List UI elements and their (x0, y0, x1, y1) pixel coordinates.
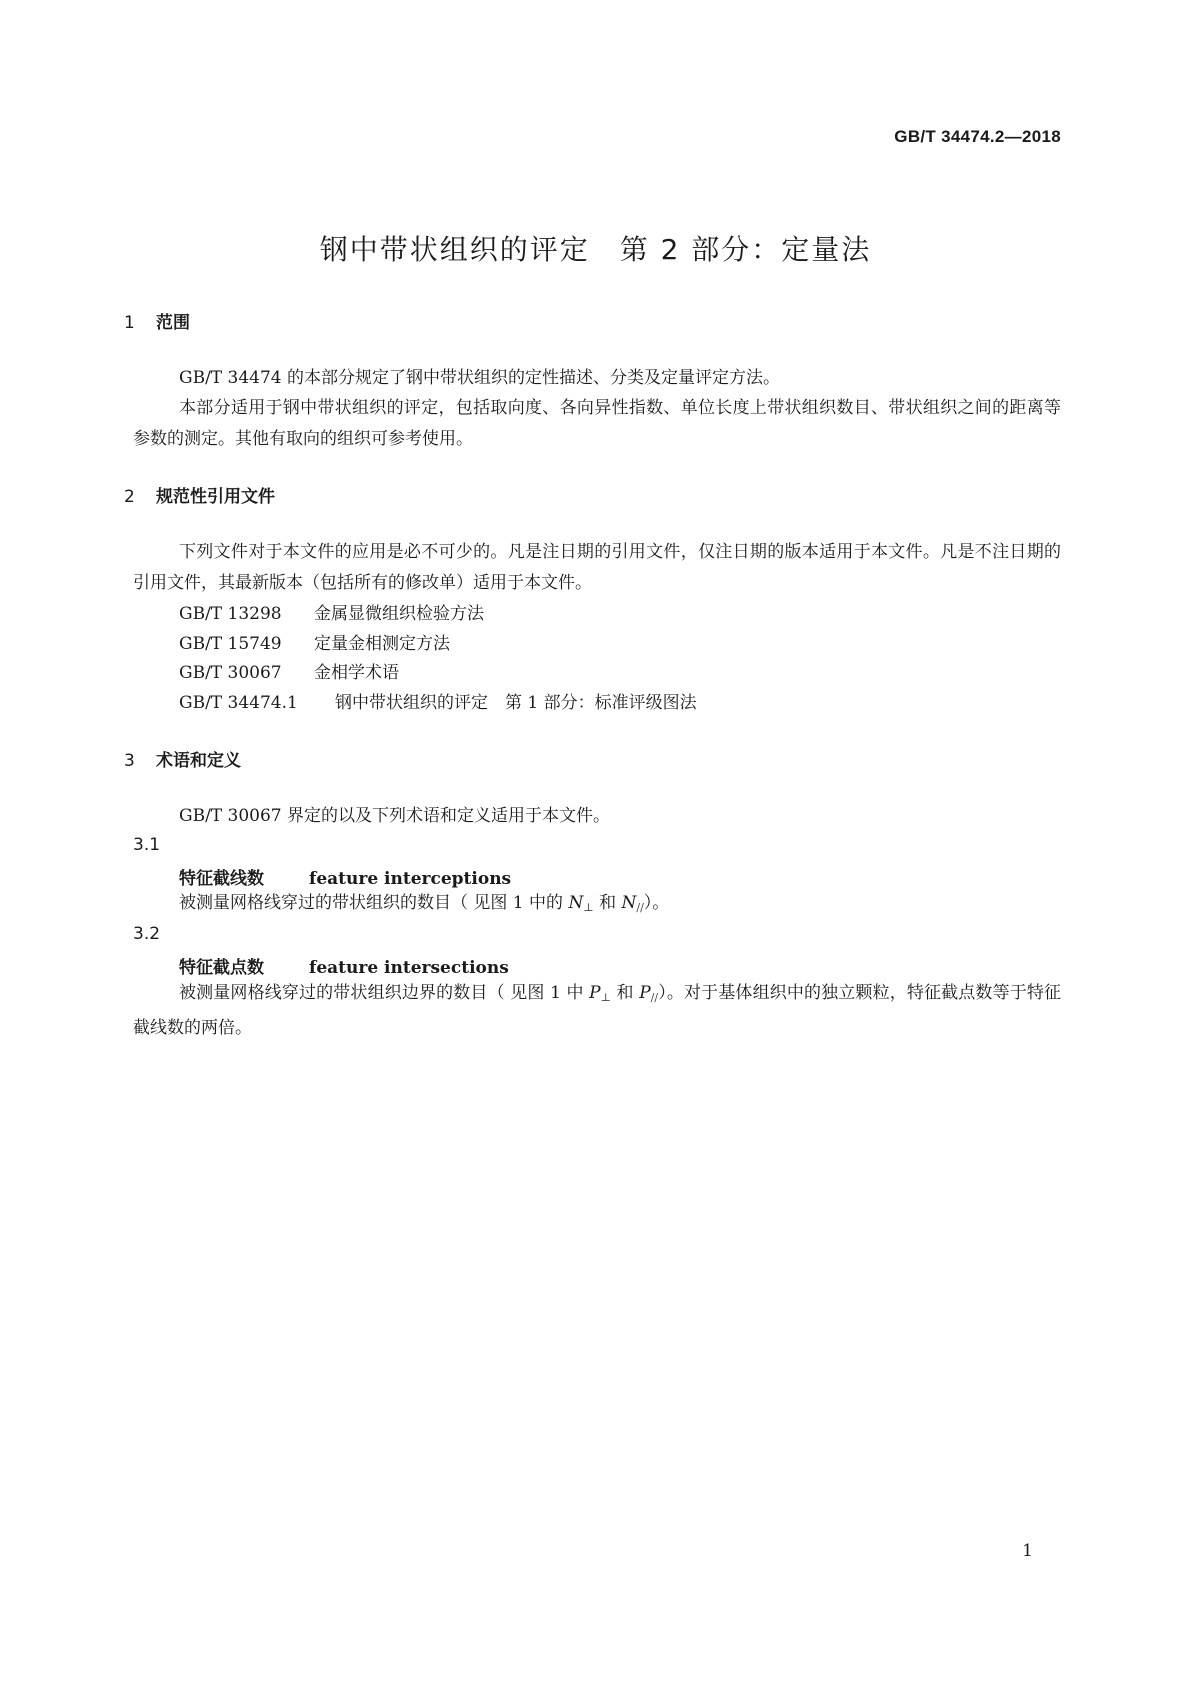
terms-intro: GB/T 30067 界定的以及下列术语和定义适用于本文件。 (179, 806, 611, 826)
term-name (179, 953, 509, 978)
reference-item (179, 688, 697, 713)
definition-text: 被测量网格线穿过的带状组织的数目（ 见图 1 中的 (179, 893, 569, 913)
definition-text: 和 (593, 893, 622, 913)
reference-item (179, 658, 399, 683)
term-name-en: feature interceptions (309, 869, 512, 889)
document-title: 钢中带状组织的评定 第 2 部分：定量法 (319, 233, 872, 266)
section-number: 3 (124, 751, 135, 771)
definition-text: ）。 (643, 893, 670, 913)
section-title: 范围 (156, 313, 190, 333)
term-name-zh: 特征截线数 (179, 869, 264, 889)
section-heading-normative (124, 482, 275, 507)
symbol: P (639, 983, 651, 1003)
symbol: N (568, 893, 584, 913)
reference-item (179, 599, 484, 624)
reference-code: GB/T 15749 (179, 634, 282, 654)
scope-paragraph-1: GB/T 34474 的本部分规定了钢中带状组织的定性描述、分类及定量评定方法。 (179, 368, 781, 388)
reference-item (179, 629, 450, 654)
reference-code: GB/T 13298 (179, 604, 282, 624)
term-name-en: feature intersections (309, 958, 509, 978)
reference-title: 钢中带状组织的评定 第 1 部分：标准评级图法 (335, 693, 697, 713)
symbol-subscript: // (650, 991, 659, 1004)
symbol-subscript: // (636, 901, 644, 914)
section-title: 术语和定义 (156, 751, 241, 771)
section-number: 1 (124, 313, 135, 333)
term-definition (133, 888, 1061, 923)
scope-paragraph-2: 本部分适用于钢中带状组织的评定，包括取向度、各向异性指数、单位长度上带状组织数目、带状组织之间的距离等参数的测定。其他有取向的组织可参考使用。 (133, 398, 1061, 449)
term-number: 3.2 (133, 924, 161, 944)
page-number: 1 (1022, 1541, 1033, 1561)
reference-code: GB/T 34474.1 (179, 693, 298, 713)
term-name (179, 864, 511, 889)
symbol-subscript: ⊥ (583, 901, 594, 914)
symbol: N (621, 893, 637, 913)
term-name-zh: 特征截点数 (179, 958, 264, 978)
standard-number: GB/T 34474.2—2018 (894, 127, 1061, 146)
symbol: P (589, 983, 601, 1003)
reference-code: GB/T 30067 (179, 663, 282, 683)
reference-title: 定量金相测定方法 (314, 634, 450, 654)
term-definition (133, 978, 1061, 1044)
section-number: 2 (124, 487, 135, 507)
symbol-subscript: ⊥ (600, 991, 611, 1004)
normative-paragraph: 下列文件对于本文件的应用是必不可少的。凡是注日期的引用文件，仅注日期的版本适用于本文件。凡是不注日期的引用文件，其最新版本（包括所有的修改单）适用于本文件。 (133, 542, 1061, 593)
reference-title: 金相学术语 (314, 663, 399, 683)
section-title: 规范性引用文件 (156, 487, 275, 507)
section-heading-scope (124, 308, 190, 333)
definition-text: ）。对于基体组织中的独立颗粒，特征截点数等于特征截线数的两倍。 (133, 983, 1062, 1038)
definition-text: 和 (610, 983, 640, 1003)
definition-text: 被测量网格线穿过的带状组织边界的数目（ 见图 1 中 (179, 983, 590, 1003)
section-heading-terms (124, 746, 241, 771)
term-number: 3.1 (133, 835, 161, 855)
reference-title: 金属显微组织检验方法 (314, 604, 484, 624)
